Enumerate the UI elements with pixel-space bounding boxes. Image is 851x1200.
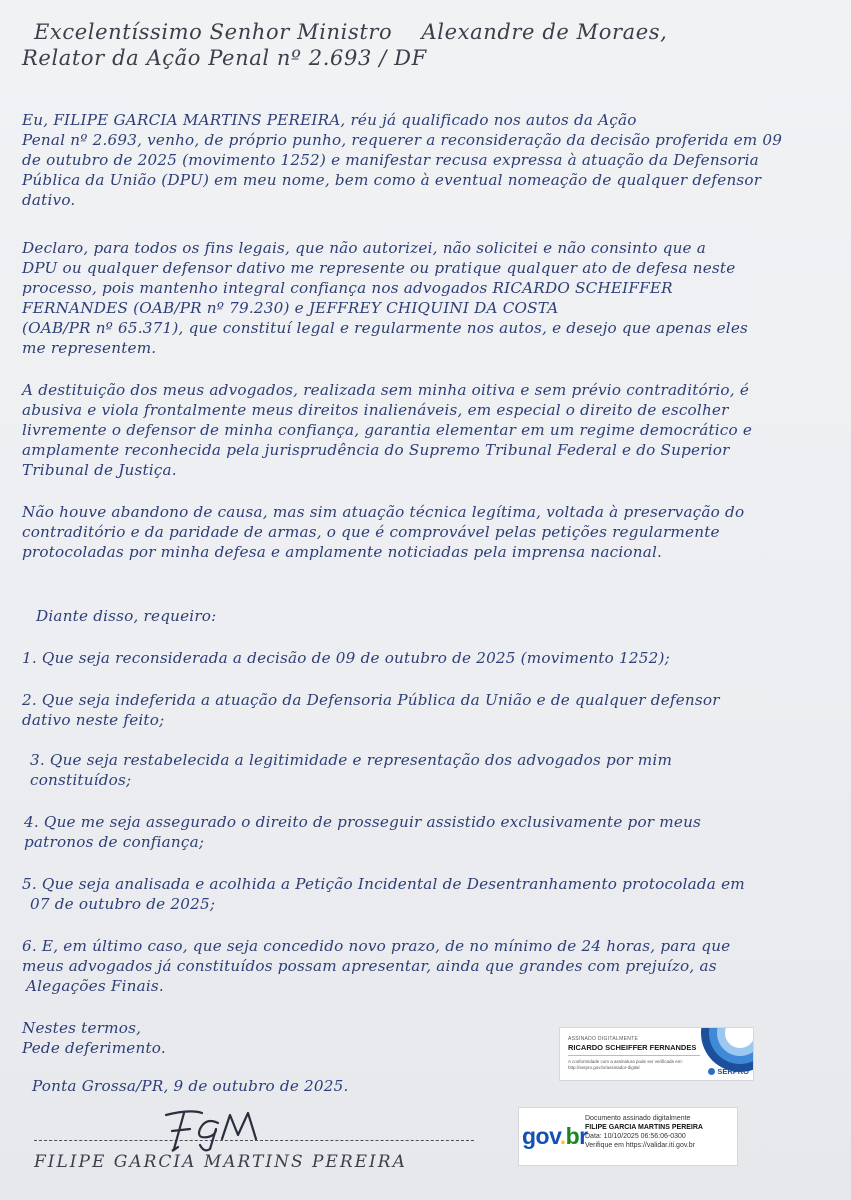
text-line: 2. Que seja indeferida a atuação da Defensoria Pública da União e de qualquer defensor (22, 691, 720, 709)
text-line: 6. E, em último caso, que seja concedido novo prazo, de no mínimo de 24 horas, para que (22, 937, 731, 955)
text-line: FERNANDES (OAB/PR nº 79.230) e JEFFREY CHIQUINI DA COSTA (22, 299, 559, 317)
rapporteur-line: Relator da Ação Penal nº 2.693 / DF (22, 46, 427, 70)
text-line: 4. Que me seja assegurado o direito de prosseguir assistido exclusivamente por meus (24, 813, 702, 831)
request-item-6 (22, 936, 730, 996)
signature-stroke (199, 1121, 218, 1150)
salutation-title: Excelentíssimo Senhor Ministro (34, 20, 393, 44)
serpro-caption: ASSINADO DIGITALMENTE (568, 1036, 639, 1042)
govbr-logo-part: . (559, 1123, 566, 1149)
paragraph-no-abandonment (22, 502, 744, 562)
signer-printed-name: FILIPE GARCIA MARTINS PEREIRA (34, 1152, 407, 1172)
salutation-minister: Alexandre de Moraes, (421, 20, 668, 44)
text-line: livremente o defensor de minha confiança, garantia elementar em um regime democrático e (22, 421, 753, 439)
requests-intro: Diante disso, requeiro: (36, 607, 217, 625)
request-item-4 (24, 812, 701, 852)
text-line: Tribunal de Justiça. (22, 461, 177, 479)
govbr-logo-part: b (565, 1123, 580, 1149)
place-and-date: Ponta Grossa/PR, 9 de outubro de 2025. (32, 1077, 349, 1095)
text-line: meus advogados já constituídos possam apresentar, ainda que grandes com prejuízo, as (22, 957, 717, 975)
paragraph-dismissal (22, 380, 752, 480)
govbr-logo-part: gov (522, 1123, 560, 1149)
text-line: constituídos; (30, 771, 132, 789)
govbr-title: Documento assinado digitalmente (585, 1115, 691, 1122)
serpro-divider (568, 1055, 700, 1056)
text-line: 3. Que seja restabelecida a legitimidade e representação dos advogados por mim (30, 751, 673, 769)
serpro-logo (708, 1067, 749, 1076)
text-line: Eu, FILIPE GARCIA MARTINS PEREIRA, réu já qualificado nos autos da Ação (22, 111, 637, 129)
text-line: Alegações Finais. (26, 977, 164, 995)
text-line: dativo neste feito; (22, 711, 165, 729)
text-line: me representem. (22, 339, 157, 357)
govbr-signature-stamp (518, 1107, 738, 1166)
text-line: Declaro, para todos os fins legais, que não autorizei, não solicitei e não consinto que a (22, 239, 707, 257)
text-line: Pede deferimento. (22, 1039, 166, 1057)
serpro-logo-icon (708, 1068, 715, 1075)
serpro-logo-text: SERPRO (717, 1067, 749, 1076)
text-line: amplamente reconhecida pela jurisprudência do Supremo Tribunal Federal e do Superior (22, 441, 730, 459)
govbr-date: Data: 10/10/2025 06:56:06-0300 (585, 1133, 686, 1140)
text-line: 5. Que seja analisada e acolhida a Petição Incidental de Desentranhamento protocolada em (22, 875, 745, 893)
govbr-logo-part: r (579, 1123, 588, 1149)
signature-stroke (172, 1129, 190, 1131)
request-item-5 (22, 874, 745, 914)
serpro-signer-name: RICARDO SCHEIFFER FERNANDES (568, 1043, 697, 1052)
text-line: DPU ou qualquer defensor dativo me represente ou pratique qualquer ato de defesa neste (22, 259, 736, 277)
text-line: abusiva e viola frontalmente meus direitos inalienáveis, em especial o direito de escolher (22, 401, 729, 419)
signature-stroke (222, 1113, 256, 1139)
govbr-logo (522, 1123, 588, 1150)
request-item-3 (30, 750, 672, 790)
text-line: processo, pois mantenho integral confiança nos advogados RICARDO SCHEIFFER (22, 279, 673, 297)
closing (22, 1018, 166, 1058)
text-line: Nestes termos, (22, 1019, 142, 1037)
text-line: dativo. (22, 191, 76, 209)
request-item-2 (22, 690, 720, 730)
text-line: contraditório e da paridade de armas, o que é comprovável pelas petições regularmente (22, 523, 720, 541)
serpro-signature-stamp (559, 1027, 754, 1081)
serpro-verification-note: A conformidade com a assinatura pode ser verificada em: http://serpro.gov.br/assinador-digital (568, 1059, 683, 1070)
govbr-signer-name: FILIPE GARCIA MARTINS PEREIRA (585, 1124, 703, 1131)
text-line: protocoladas por minha defesa e amplamente noticiadas pela imprensa nacional. (22, 543, 663, 561)
text-line: 07 de outubro de 2025; (30, 895, 216, 913)
paragraph-declaration (22, 238, 748, 358)
text-line: (OAB/PR nº 65.371), que constituí legal e regularmente nos autos, e desejo que apenas eles (22, 319, 749, 337)
text-line: de outubro de 2025 (movimento 1252) e manifestar recusa expressa à atuação da Defensoria (22, 151, 759, 169)
text-line: Penal nº 2.693, venho, de próprio punho, requerer a reconsideração da decisão proferida em 09 (22, 131, 783, 149)
text-line: A destituição dos meus advogados, realizada sem minha oitiva e sem prévio contraditório, é (22, 381, 750, 399)
salutation-line (34, 20, 667, 44)
handwritten-signature (160, 1105, 270, 1155)
text-line: Não houve abandono de causa, mas sim atuação técnica legítima, voltada à preservação do (22, 503, 745, 521)
govbr-verify-link: Verifique em https://validar.iti.gov.br (585, 1142, 695, 1149)
text-line: patronos de confiança; (24, 833, 205, 851)
text-line: Pública da União (DPU) em meu nome, bem como à eventual nomeação de qualquer defensor (22, 171, 762, 189)
request-item-1: 1. Que seja reconsiderada a decisão de 09 de outubro de 2025 (movimento 1252); (22, 649, 670, 667)
govbr-stamp-text (585, 1114, 703, 1150)
paragraph-request (22, 110, 782, 210)
